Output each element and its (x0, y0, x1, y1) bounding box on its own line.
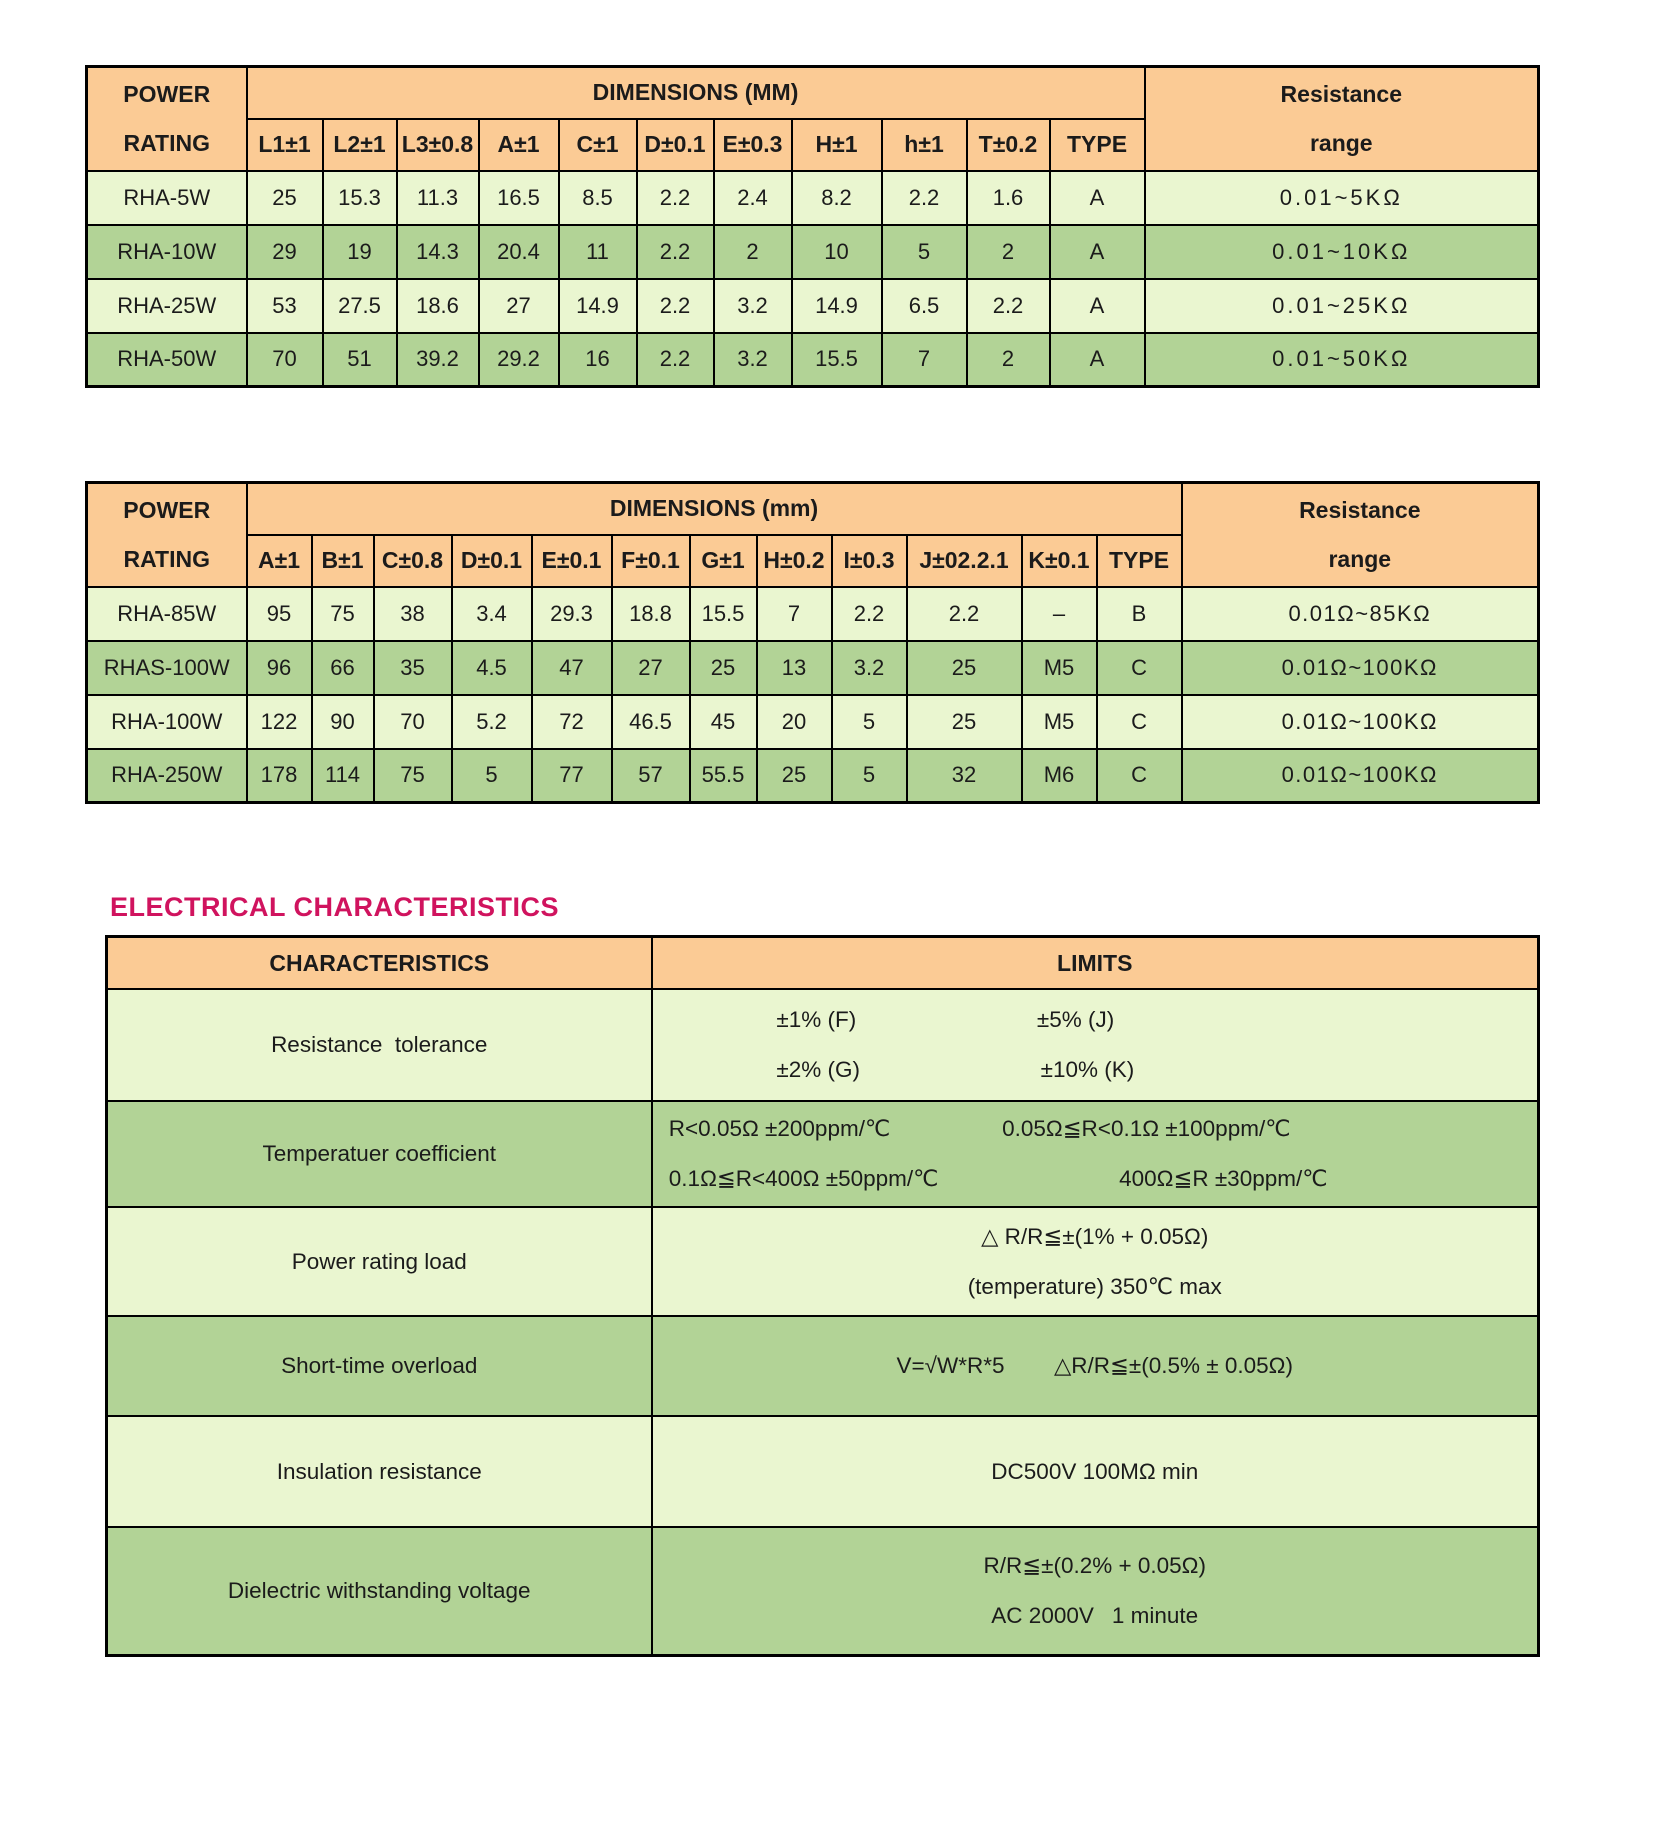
dimension-value-cell: M6 (1022, 749, 1097, 803)
dimension-value-cell: 25 (907, 695, 1022, 749)
table-row (107, 1101, 1539, 1207)
power-rating-cell: RHA-250W (87, 749, 247, 803)
dimension-value-cell: 4.5 (452, 641, 532, 695)
limit-text: DC500V 100MΩ min (991, 1458, 1199, 1484)
dim-column-header: L2±1 (323, 119, 397, 171)
table-row (87, 225, 1539, 279)
resistance-range-cell: 0.01Ω~100KΩ (1182, 641, 1539, 695)
power-rating-cell: RHA-5W (87, 171, 247, 225)
dim-column-header: C±1 (559, 119, 637, 171)
limit-text: R/R≦±(0.2% + 0.05Ω) (983, 1552, 1206, 1578)
limit-text: V=√W*R*5 (896, 1353, 1005, 1378)
dim-column-header: E±0.3 (714, 119, 792, 171)
dim-column-header: L3±0.8 (397, 119, 479, 171)
limit-text: 1 minute (1111, 1602, 1199, 1628)
dim-column-header: H±1 (792, 119, 882, 171)
resistance-range-cell: 0.01~10KΩ (1145, 225, 1539, 279)
characteristic-cell: Power rating load (107, 1207, 652, 1316)
dimension-value-cell: 2.2 (637, 225, 714, 279)
limit-line (665, 1116, 1526, 1142)
dimension-value-cell: 3.4 (452, 587, 532, 641)
table-row (87, 171, 1539, 225)
dimension-value-cell: 2.2 (967, 279, 1050, 333)
dimension-value-cell: 51 (323, 333, 397, 387)
dimension-value-cell: 55.5 (690, 749, 757, 803)
limit-text: R<0.05Ω ±200ppm/℃ (668, 1116, 891, 1141)
dimension-value-cell: 5 (882, 225, 967, 279)
power-rating-header-line1: POWER (123, 496, 211, 523)
dimension-value-cell: 16.5 (479, 171, 559, 225)
dimension-value-cell: 75 (312, 587, 374, 641)
dim-column-header: TYPE (1050, 119, 1145, 171)
dimension-value-cell: 2 (714, 225, 792, 279)
limit-text: 0.1Ω≦R<400Ω ±50ppm/℃ (668, 1166, 939, 1191)
resistance-range-cell: 0.01Ω~100KΩ (1182, 695, 1539, 749)
dimension-value-cell: A (1050, 279, 1145, 333)
characteristic-cell: Temperatuer coefficient (107, 1101, 652, 1207)
dimensions-table-mm (85, 65, 1540, 388)
dim-column-header: K±0.1 (1022, 535, 1097, 587)
dimension-value-cell: 66 (312, 641, 374, 695)
dimension-value-cell: 5 (832, 749, 907, 803)
dimension-value-cell: 15.5 (690, 587, 757, 641)
dimension-value-cell: 14.9 (792, 279, 882, 333)
dimension-value-cell: 3.2 (714, 333, 792, 387)
limit-text: 0.05Ω≦R<0.1Ω ±100ppm/℃ (1002, 1116, 1291, 1141)
limit-line (665, 1274, 1526, 1300)
dimension-value-cell: 5.2 (452, 695, 532, 749)
resistance-header-line1: Resistance (1280, 80, 1403, 107)
dimension-value-cell: A (1050, 171, 1145, 225)
limit-lines (665, 1459, 1526, 1485)
table-row (87, 279, 1539, 333)
dimension-value-cell: – (1022, 587, 1097, 641)
dim-column-header: G±1 (690, 535, 757, 587)
limit-text: AC 2000V (991, 1602, 1094, 1628)
dimension-value-cell: 27.5 (323, 279, 397, 333)
characteristic-cell: Insulation resistance (107, 1416, 652, 1527)
dim-column-header: H±0.2 (757, 535, 832, 587)
limit-lines (665, 1224, 1526, 1300)
dimension-value-cell: 2.2 (832, 587, 907, 641)
limit-line (665, 1166, 1526, 1192)
resistance-range-cell: 0.01Ω~85KΩ (1182, 587, 1539, 641)
dimension-value-cell: 114 (312, 749, 374, 803)
dim-column-header: A±1 (479, 119, 559, 171)
power-rating-cell: RHAS-100W (87, 641, 247, 695)
dim-column-header: C±0.8 (374, 535, 452, 587)
dimension-value-cell: 11 (559, 225, 637, 279)
limit-cell (652, 989, 1539, 1101)
table-row (87, 641, 1539, 695)
power-rating-cell: RHA-25W (87, 279, 247, 333)
dimension-value-cell: 8.2 (792, 171, 882, 225)
dimension-value-cell: 2.2 (637, 171, 714, 225)
dimension-value-cell: 32 (907, 749, 1022, 803)
resistance-range-header (1145, 67, 1539, 171)
dim-column-header: T±0.2 (967, 119, 1050, 171)
dimension-value-cell: 5 (452, 749, 532, 803)
dim-column-header: B±1 (312, 535, 374, 587)
power-rating-header (87, 67, 247, 171)
dimension-value-cell: 29 (247, 225, 323, 279)
dimension-value-cell: A (1050, 333, 1145, 387)
dimension-value-cell: 72 (532, 695, 612, 749)
limit-cell (652, 1101, 1539, 1207)
electrical-characteristics-title: ELECTRICAL CHARACTERISTICS (110, 892, 560, 922)
limit-line (665, 1224, 1526, 1250)
dimension-value-cell: 46.5 (612, 695, 690, 749)
limits-header: LIMITS (652, 937, 1539, 990)
table-row (107, 1416, 1539, 1527)
limit-line (665, 1353, 1526, 1379)
dimension-value-cell: 8.5 (559, 171, 637, 225)
limit-lines (665, 1553, 1526, 1629)
dimension-value-cell: 5 (832, 695, 907, 749)
dim-column-header: D±0.1 (637, 119, 714, 171)
resistance-range-header (1182, 483, 1539, 587)
dim-column-header: I±0.3 (832, 535, 907, 587)
limit-line (665, 1057, 1526, 1083)
dimension-value-cell: 1.6 (967, 171, 1050, 225)
limit-cell (652, 1527, 1539, 1655)
dimension-value-cell: 122 (247, 695, 312, 749)
dimension-value-cell: 38 (374, 587, 452, 641)
dimension-value-cell: 11.3 (397, 171, 479, 225)
dimension-value-cell: 96 (247, 641, 312, 695)
dimension-value-cell: 45 (690, 695, 757, 749)
dimensions-table-mm-large (85, 481, 1540, 804)
dimension-value-cell: 2 (967, 333, 1050, 387)
dim-column-header: E±0.1 (532, 535, 612, 587)
dimension-value-cell: 90 (312, 695, 374, 749)
table-row (107, 989, 1539, 1101)
limit-text: ±10% (K) (1040, 1057, 1135, 1082)
dim-column-header: TYPE (1097, 535, 1182, 587)
dimension-value-cell: 53 (247, 279, 323, 333)
limit-lines (665, 1353, 1526, 1379)
resistance-range-cell: 0.01~25KΩ (1145, 279, 1539, 333)
dimension-value-cell: M5 (1022, 695, 1097, 749)
dimension-value-cell: C (1097, 749, 1182, 803)
limit-text: ±2% (G) (776, 1057, 860, 1082)
dimension-value-cell: 70 (374, 695, 452, 749)
dimension-value-cell: 3.2 (714, 279, 792, 333)
dimension-value-cell: 29.3 (532, 587, 612, 641)
limit-line (665, 1459, 1526, 1485)
dimension-value-cell: 25 (907, 641, 1022, 695)
resistance-range-cell: 0.01~50KΩ (1145, 333, 1539, 387)
limit-line (665, 1007, 1526, 1033)
resistance-header-line2: range (1328, 545, 1392, 572)
dimension-value-cell: 10 (792, 225, 882, 279)
dimension-value-cell: 14.9 (559, 279, 637, 333)
power-rating-header-line2: RATING (123, 545, 210, 572)
dimension-value-cell: 70 (247, 333, 323, 387)
limit-cell (652, 1316, 1539, 1416)
dimension-value-cell: B (1097, 587, 1182, 641)
dimension-value-cell: 2.2 (882, 171, 967, 225)
dimension-value-cell: 178 (247, 749, 312, 803)
power-rating-header (87, 483, 247, 587)
dimension-value-cell: 15.5 (792, 333, 882, 387)
dimension-value-cell: 27 (612, 641, 690, 695)
limit-lines (665, 1007, 1526, 1083)
dim-column-header: L1±1 (247, 119, 323, 171)
power-rating-cell: RHA-10W (87, 225, 247, 279)
characteristic-cell: Dielectric withstanding voltage (107, 1527, 652, 1655)
dimension-value-cell: 25 (247, 171, 323, 225)
dimension-value-cell: C (1097, 695, 1182, 749)
dim-column-header: D±0.1 (452, 535, 532, 587)
dimension-value-cell: 6.5 (882, 279, 967, 333)
limit-text: ±1% (F) (776, 1007, 857, 1032)
dimension-value-cell: 19 (323, 225, 397, 279)
resistance-range-cell: 0.01Ω~100KΩ (1182, 749, 1539, 803)
limit-text: ±5% (J) (1036, 1007, 1115, 1032)
power-rating-cell: RHA-85W (87, 587, 247, 641)
dimension-value-cell: 7 (757, 587, 832, 641)
limit-line (665, 1553, 1526, 1579)
dimension-value-cell: 2.4 (714, 171, 792, 225)
limit-text: (temperature) 350℃ max (967, 1273, 1222, 1299)
limit-text: △ R/R≦±(1% + 0.05Ω) (981, 1223, 1209, 1249)
dimension-value-cell: 35 (374, 641, 452, 695)
dimensions-group-header: DIMENSIONS (mm) (247, 483, 1182, 535)
dimension-value-cell: 2 (967, 225, 1050, 279)
dimension-value-cell: 29.2 (479, 333, 559, 387)
dimension-value-cell: 20.4 (479, 225, 559, 279)
table-row (107, 1207, 1539, 1316)
limit-line (665, 1603, 1526, 1629)
table-row (107, 1316, 1539, 1416)
characteristic-cell: Resistance tolerance (107, 989, 652, 1101)
power-rating-cell: RHA-50W (87, 333, 247, 387)
dimension-value-cell: 95 (247, 587, 312, 641)
dimension-value-cell: 14.3 (397, 225, 479, 279)
dimension-value-cell: C (1097, 641, 1182, 695)
resistance-header-line2: range (1309, 129, 1373, 156)
power-rating-cell: RHA-100W (87, 695, 247, 749)
dimension-value-cell: M5 (1022, 641, 1097, 695)
dim-column-header: A±1 (247, 535, 312, 587)
dimension-value-cell: 39.2 (397, 333, 479, 387)
dimension-value-cell: 7 (882, 333, 967, 387)
resistance-header-line1: Resistance (1299, 496, 1421, 523)
table-row (87, 333, 1539, 387)
dimensions-group-header: DIMENSIONS (MM) (247, 67, 1145, 119)
dimension-value-cell: 3.2 (832, 641, 907, 695)
dimension-value-cell: A (1050, 225, 1145, 279)
dim-column-header: F±0.1 (612, 535, 690, 587)
dimension-value-cell: 77 (532, 749, 612, 803)
dim-column-header: h±1 (882, 119, 967, 171)
limit-text: 400Ω≦R ±30ppm/℃ (1119, 1166, 1328, 1191)
dimension-value-cell: 25 (757, 749, 832, 803)
characteristic-cell: Short-time overload (107, 1316, 652, 1416)
limit-text: △R/R≦±(0.5% ± 0.05Ω) (1054, 1353, 1293, 1378)
table-row (87, 587, 1539, 641)
characteristics-header: CHARACTERISTICS (107, 937, 652, 990)
dimension-value-cell: 57 (612, 749, 690, 803)
electrical-characteristics-table (105, 935, 1540, 1657)
dimension-value-cell: 16 (559, 333, 637, 387)
dim-column-header: J±02.2.1 (907, 535, 1022, 587)
dimension-value-cell: 20 (757, 695, 832, 749)
power-rating-header-line2: RATING (123, 129, 210, 156)
power-rating-header-line1: POWER (123, 80, 211, 107)
dimension-value-cell: 25 (690, 641, 757, 695)
dimension-value-cell: 2.2 (637, 333, 714, 387)
table-row (87, 695, 1539, 749)
limit-cell (652, 1207, 1539, 1316)
dimension-value-cell: 18.8 (612, 587, 690, 641)
resistance-range-cell: 0.01~5KΩ (1145, 171, 1539, 225)
dimension-value-cell: 15.3 (323, 171, 397, 225)
dimension-value-cell: 18.6 (397, 279, 479, 333)
dimension-value-cell: 13 (757, 641, 832, 695)
dimension-value-cell: 75 (374, 749, 452, 803)
dimension-value-cell: 27 (479, 279, 559, 333)
table-row (107, 1527, 1539, 1655)
table-row (87, 749, 1539, 803)
limit-cell (652, 1416, 1539, 1527)
dimension-value-cell: 2.2 (637, 279, 714, 333)
limit-lines (665, 1116, 1526, 1192)
dimension-value-cell: 47 (532, 641, 612, 695)
dimension-value-cell: 2.2 (907, 587, 1022, 641)
